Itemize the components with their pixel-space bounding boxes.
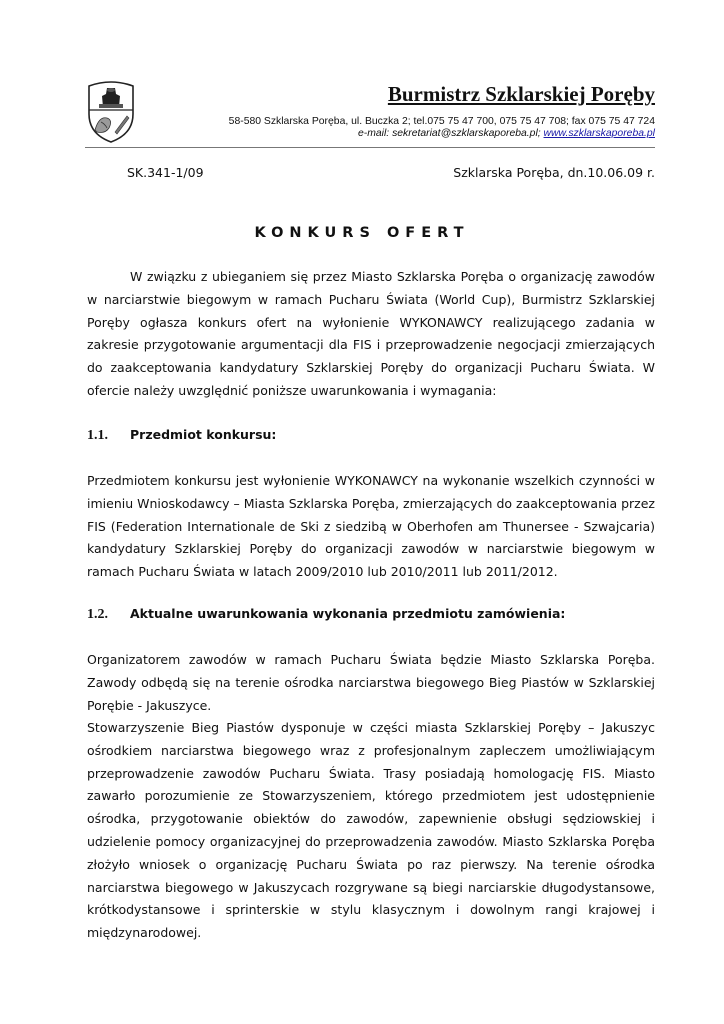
address-line: 58-580 Szklarska Poręba, ul. Buczka 2; tel.075 75 47 700, 075 75 47 708; fax 075 75 47 724 <box>228 116 655 127</box>
place-date: Szklarska Poręba, dn.10.06.09 r. <box>453 165 655 180</box>
email-label: e-mail: <box>357 128 393 139</box>
section-title: Aktualne uwarunkowania wykonania przedmiotu zamówienia: <box>130 606 566 621</box>
intro-paragraph: W związku z ubieganiem się przez Miasto Szklarska Poręba o organizację zawodów w narciarstwie biegowym w ramach Pucharu Świata (World Cup), Burmistrz Szklarskiej Poręby ogłasza konkurs ofert na wyłonienie WYKONAWCY realizującego zadania w zakresie przygotowanie argumentacji dla FIS i przeprowadzenie negocjacji zmierzających do zaakceptowania kandydatury Szklarskiej Poręby do organizacji Pucharu Świata. W ofercie należy uwzględnić poniższe uwarunkowania i wymagania: <box>87 269 655 398</box>
section-number: 1.2. <box>87 607 108 622</box>
section-1-1-paragraph: Przedmiotem konkursu jest wyłonienie WYKONAWCY na wykonanie wszelkich czynności w imieniu Wnioskodawcy – Miasta Szklarska Poręba, zmierzających do zaakceptowania przez FIS (Federation Internationale de Ski z siedzibą w Oberhofen am Thunersee - Szwajcaria) kandydatury Szklarskiej Poręby do organizacji zawodów w narciarstwie biegowym w ramach Pucharu Świata w latach 2009/2010 lub 2010/2011 lub 2011/2012. <box>87 473 655 580</box>
header-divider <box>85 147 655 148</box>
section-heading-1-2 <box>87 606 565 623</box>
section-1-2-paragraph-2: Stowarzyszenie Bieg Piastów dysponuje w części miasta Szklarskiej Poręby – Jakuszyc ośrodkiem narciarstwa biegowego wraz z profesjonalnym zapleczem umożliwiającym przeprowadzenie zawodów Pucharu Świata. Trasy posiadają homologację FIS. Miasto zawarło porozumienie ze Stowarzyszeniem, którego przedmiotem jest udostępnienie ośrodka, przygotowanie obiektów do zawodów, zapewnienie obsługi sędziowskiej i udzielenie pomocy organizacyjnej do przeprowadzenia zawodów. Miasto Szklarska Poręba złożyło wniosek o organizację Pucharu Świata po raz pierwszy. Na terenie ośrodka narciarstwa biegowego w Jakuszycach rozgrywane są biegi narciarskie długodystansowe, krótkodystansowe i sprinterskie w stylu klasycznym i dowolnym rangi krajowej i międzynarodowej. <box>87 720 655 941</box>
email-address[interactable]: sekretariat@szklarskaporeba.pl; <box>392 128 541 139</box>
section-heading-1-1 <box>87 427 276 444</box>
section-title: Przedmiot konkursu: <box>130 427 277 442</box>
coat-of-arms-icon <box>85 80 137 144</box>
section-number: 1.1. <box>87 428 108 443</box>
contact-line <box>358 128 655 139</box>
section-1-2-paragraph-1: Organizatorem zawodów w ramach Pucharu Świata będzie Miasto Szklarska Poręba. Zawody odbędą się na terenie ośrodka narciarstwa biegowego Bieg Piastów w Szklarskiej Porębie - Jakuszyce. <box>87 652 655 713</box>
document-title: KONKURS OFERT <box>254 225 470 241</box>
website-link[interactable]: www.szklarskaporeba.pl <box>543 128 655 139</box>
office-title: Burmistrz Szklarskiej Poręby <box>387 82 655 106</box>
reference-number: SK.341-1/09 <box>127 165 204 180</box>
